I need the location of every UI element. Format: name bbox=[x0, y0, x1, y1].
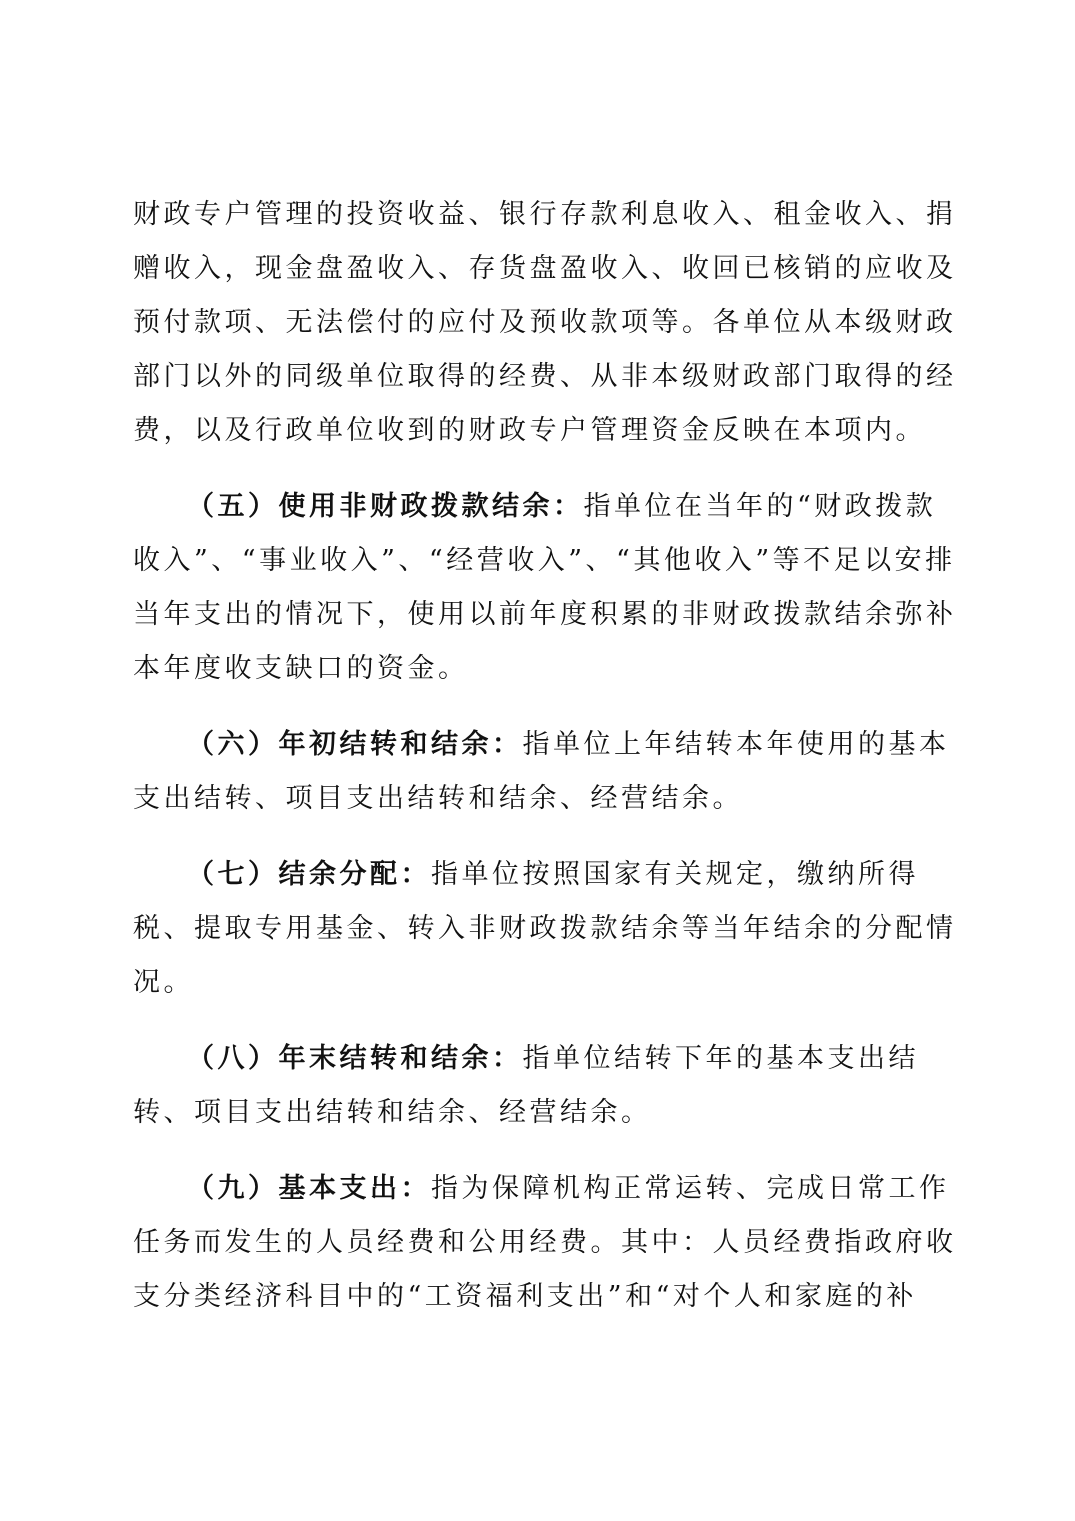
paragraph-line: 任务而发生的人员经费和公用经费。其中：人员经费指政府收 bbox=[133, 1227, 957, 1258]
paragraph-line: 况。 bbox=[133, 967, 194, 998]
paragraph-line: 税、提取专用基金、转入非财政拨款结余等当年结余的分配情 bbox=[133, 913, 957, 944]
paragraph-line: 费，以及行政单位收到的财政专户管理资金反映在本项内。 bbox=[133, 415, 926, 446]
section-heading: （八）年末结转和结余： bbox=[187, 1043, 523, 1074]
section-first-line bbox=[133, 718, 950, 772]
section-first-line bbox=[133, 848, 923, 902]
section-text: 指单位结转下年的基本支出结 bbox=[522, 1043, 919, 1074]
section-first-line bbox=[133, 1162, 950, 1216]
paragraph-line: 收入”、“事业收入”、“经营收入”、“其他收入”等不足以安排 bbox=[133, 545, 956, 576]
section-heading: （七）结余分配： bbox=[187, 859, 431, 890]
section-text: 指单位在当年的“财政拨款 bbox=[583, 491, 937, 522]
paragraph-line: 支出结转、项目支出结转和结余、经营结余。 bbox=[133, 783, 743, 814]
section-heading: （五）使用非财政拨款结余： bbox=[187, 491, 584, 522]
section-first-line bbox=[133, 480, 937, 534]
section-heading: （九）基本支出： bbox=[187, 1173, 431, 1204]
section-heading: （六）年初结转和结余： bbox=[187, 729, 523, 760]
paragraph-line: 本年度收支缺口的资金。 bbox=[133, 653, 469, 684]
section-text: 指单位上年结转本年使用的基本 bbox=[522, 729, 950, 760]
section-first-line bbox=[133, 1032, 923, 1086]
paragraph-line: 当年支出的情况下，使用以前年度积累的非财政拨款结余弥补 bbox=[133, 599, 957, 630]
document-body bbox=[133, 188, 957, 1324]
paragraph-line: 转、项目支出结转和结余、经营结余。 bbox=[133, 1097, 652, 1128]
paragraph-line: 预付款项、无法偿付的应付及预收款项等。各单位从本级财政 bbox=[133, 307, 957, 338]
section-text: 指单位按照国家有关规定，缴纳所得 bbox=[431, 859, 919, 890]
paragraph-line: 支分类经济科目中的“工资福利支出”和“对个人和家庭的补 bbox=[133, 1281, 917, 1312]
paragraph-line: 部门以外的同级单位取得的经费、从非本级财政部门取得的经 bbox=[133, 361, 957, 392]
section-text: 指为保障机构正常运转、完成日常工作 bbox=[431, 1173, 950, 1204]
paragraph-line: 赠收入，现金盘盈收入、存货盘盈收入、收回已核销的应收及 bbox=[133, 253, 957, 284]
paragraph-line: 财政专户管理的投资收益、银行存款利息收入、租金收入、捐 bbox=[133, 199, 957, 230]
